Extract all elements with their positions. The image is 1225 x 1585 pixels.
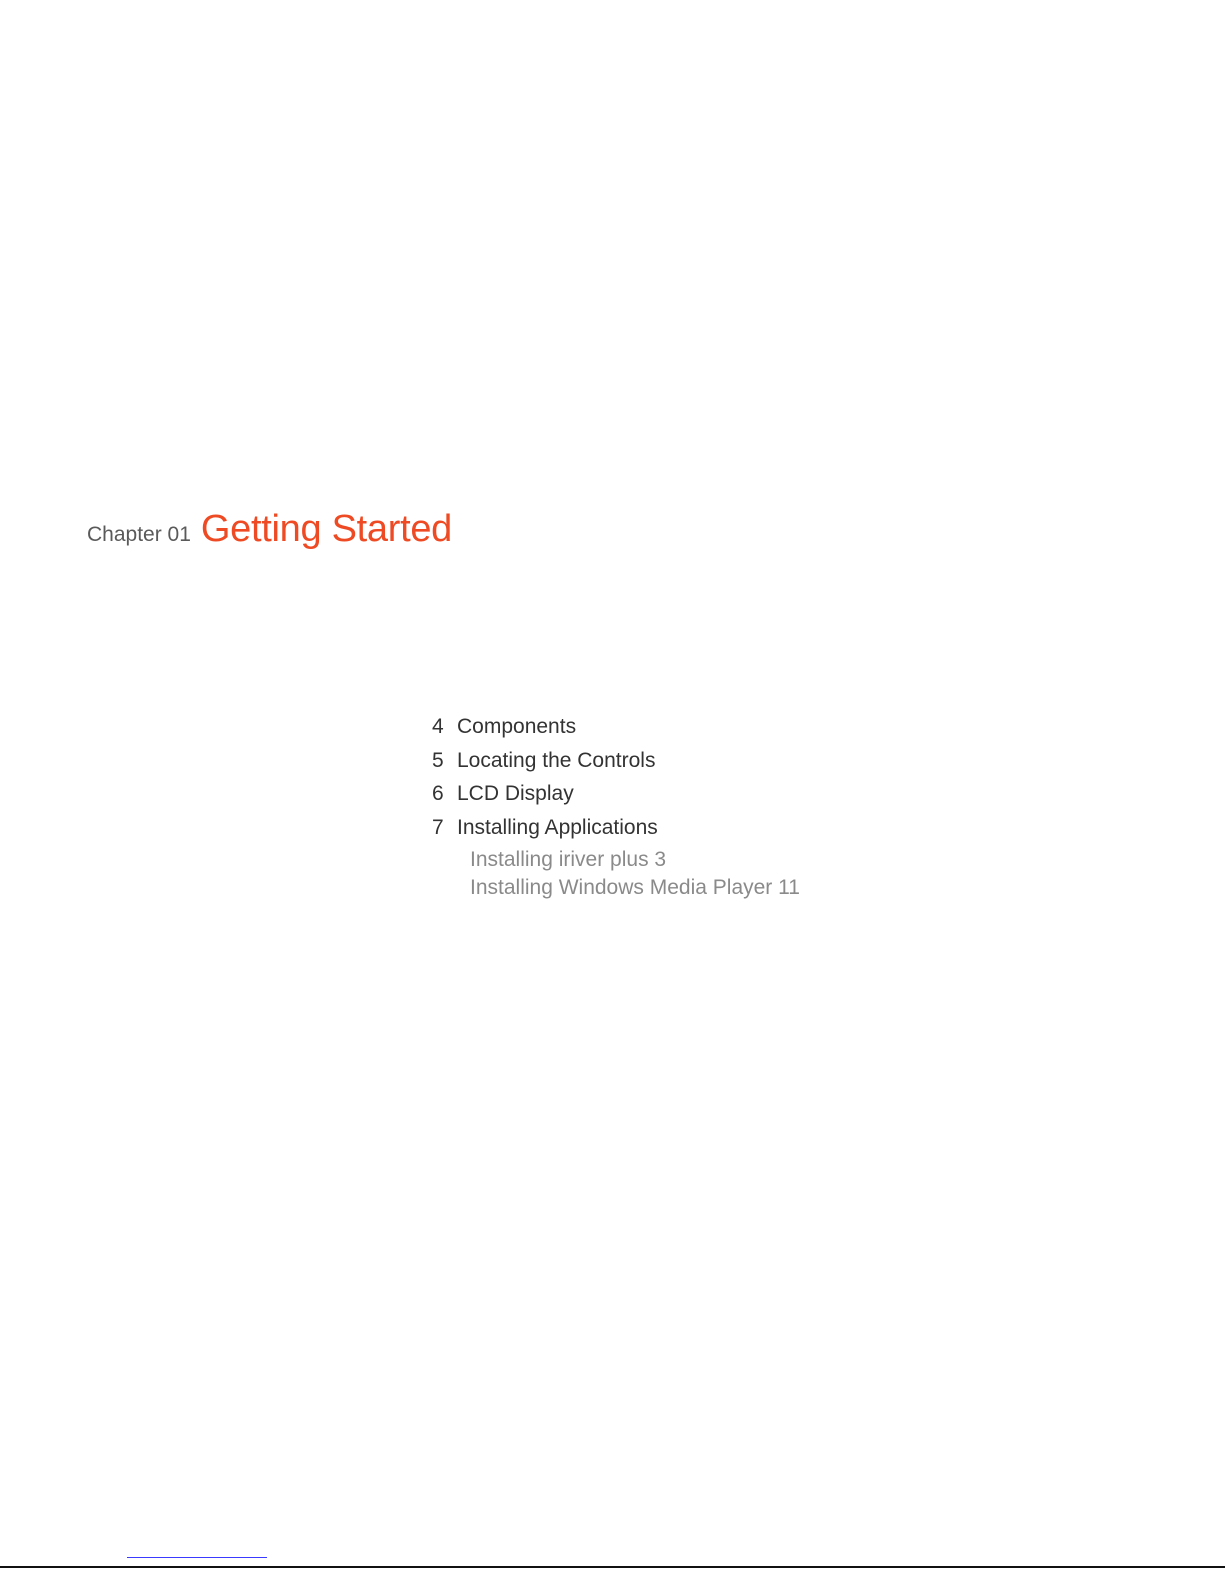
chapter-label: Chapter 01 <box>87 523 191 546</box>
toc-entry-title: Installing Applications <box>457 815 658 839</box>
toc-page-number: 6 <box>432 782 444 805</box>
toc-subentry-windows-media-player[interactable]: Installing Windows Media Player 11 <box>470 876 800 899</box>
toc-page-number: 4 <box>432 715 444 738</box>
toc-page-number: 7 <box>432 815 444 839</box>
toc-entry-installing-applications[interactable] <box>432 813 800 847</box>
toc-entry-lcd-display[interactable] <box>432 779 800 813</box>
toc-subentry-iriver-plus[interactable]: Installing iriver plus 3 <box>470 848 667 871</box>
toc-entry-title: LCD Display <box>457 782 574 805</box>
footer-rule <box>0 1566 1225 1568</box>
toc-page-number: 5 <box>432 748 444 772</box>
chapter-title: Getting Started <box>200 508 452 550</box>
table-of-contents <box>432 712 800 902</box>
toc-entry-title: Components <box>457 715 577 738</box>
toc-entry-title: Locating the Controls <box>457 748 656 772</box>
chapter-heading <box>87 508 452 551</box>
toc-entry-locating-controls[interactable] <box>432 746 800 780</box>
footer-link-underline <box>127 1557 267 1558</box>
toc-entry-components[interactable] <box>432 712 800 746</box>
